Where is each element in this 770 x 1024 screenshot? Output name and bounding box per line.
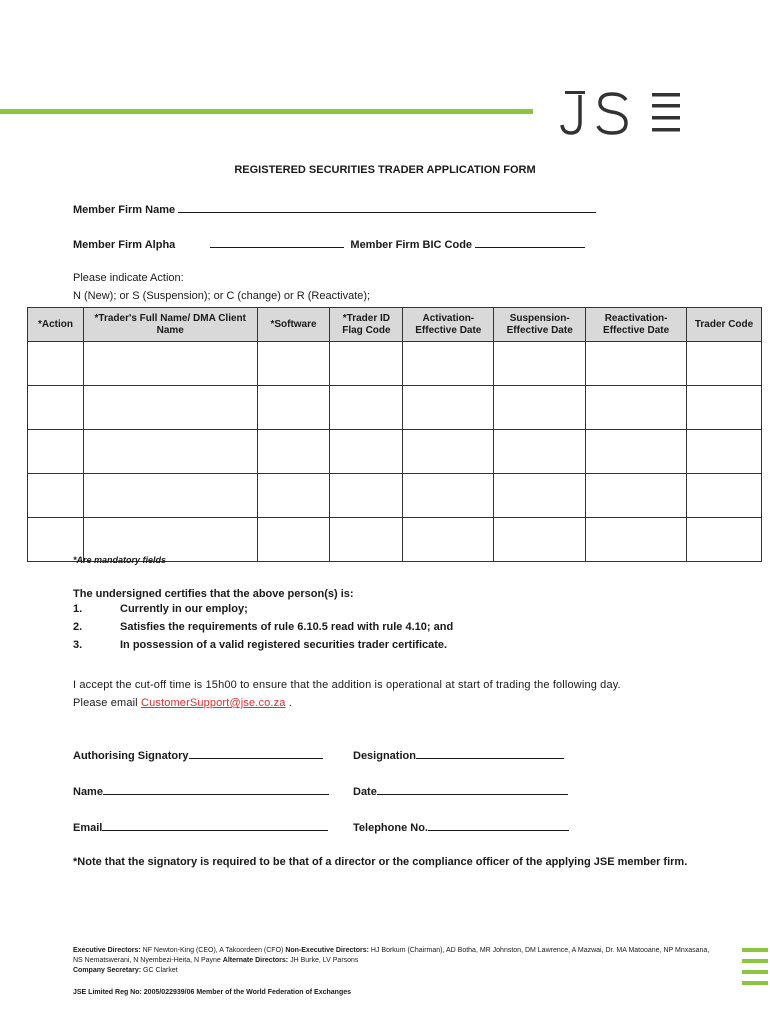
action-instruction: Please indicate Action: [73,272,184,284]
email-row [73,820,328,834]
table-cell[interactable] [83,342,257,386]
telephone-label: Telephone No. [353,822,428,834]
member-firm-alpha-row [73,237,585,251]
table-cell[interactable] [494,430,586,474]
form-title: REGISTERED SECURITIES TRADER APPLICATION FORM [234,164,536,176]
footer-directors: Executive Directors: NF Newton-King (CEO), A Takoordeen (CFO) Non-Executive Directors: HJ Borkum (Chairman), AD Botha, MR Johnston, DM Lawrence, A Mazwai, Dr. MA Matooane, NP Mnxasana, NS Nematswerani, N Nyembezi-Heita, N Payne Alternate Directors: JH Burke, LV Parsons [73,947,710,964]
designation-label: Designation [353,750,416,762]
table-cell[interactable] [403,474,494,518]
acceptance-text: I accept the cut-off time is 15h00 to ensure that the addition is operational at start of trading the following day. [73,679,621,691]
mandatory-note: *Are mandatory fields [73,555,167,565]
footer-secretary: Company Secretary: GC Clarket [73,967,178,974]
table-cell[interactable] [494,386,586,430]
footer [73,946,713,998]
table-cell[interactable] [257,430,330,474]
telephone-row [353,820,569,834]
member-firm-name-row [73,202,596,216]
table-cell[interactable] [28,474,84,518]
header-activation-date: Activation-Effective Date [403,308,494,342]
certification-list [73,603,453,657]
designation-row [353,748,564,762]
list-item: 1. Currently in our employ; [73,603,248,615]
email-field[interactable] [102,820,328,831]
signatory-note: *Note that the signatory is required to be that of a director or the compliance officer of the applying JSE member firm. [73,856,688,868]
list-item: 3. In possession of a valid registered securities trader certificate. [73,639,448,651]
table-cell[interactable] [83,386,257,430]
signatory-row [73,748,323,762]
certification-intro: The undersigned certifies that the above person(s) is: [73,588,354,600]
action-codes: N (New); or S (Suspension); or C (change) or R (Reactivate); [73,290,371,302]
list-item: 2. Satisfies the requirements of rule 6.10.5 read with rule 4.10; and [73,621,454,633]
name-row [73,784,329,798]
table-row [28,430,762,474]
table-cell[interactable] [494,518,586,562]
header-software: *Software [257,308,330,342]
table-cell[interactable] [257,518,330,562]
date-field[interactable] [377,784,568,795]
authorising-signatory-field[interactable] [189,748,323,759]
table-cell[interactable] [586,386,687,430]
table-cell[interactable] [687,474,762,518]
table-cell[interactable] [330,430,403,474]
header-trader-code: Trader Code [687,308,762,342]
table-cell[interactable] [257,342,330,386]
date-row [353,784,568,798]
member-firm-bic-field[interactable] [475,237,585,248]
table-cell[interactable] [257,474,330,518]
table-cell[interactable] [687,342,762,386]
header-accent-bar [0,109,533,114]
table-cell[interactable] [330,474,403,518]
table-cell[interactable] [330,386,403,430]
header-reactivation-date: Reactivation-Effective Date [586,308,687,342]
table-cell[interactable] [403,518,494,562]
table-cell[interactable] [403,430,494,474]
table-cell[interactable] [586,430,687,474]
authorising-signatory-label: Authorising Signatory [73,750,189,762]
table-cell[interactable] [494,474,586,518]
table-cell[interactable] [83,474,257,518]
acceptance-paragraph [73,676,713,712]
member-firm-alpha-label: Member Firm Alpha [73,239,176,251]
footer-registration: JSE Limited Reg No: 2005/022939/06 Member of the World Federation of Exchanges [73,989,352,996]
table-cell[interactable] [586,474,687,518]
table-header-row [28,308,762,342]
name-field[interactable] [103,784,329,795]
table-cell[interactable] [28,386,84,430]
member-firm-alpha-field[interactable] [210,237,344,248]
table-cell[interactable] [257,386,330,430]
header-trader-name: *Trader's Full Name/ DMA Client Name [83,308,257,342]
table-cell[interactable] [687,518,762,562]
table-cell[interactable] [586,518,687,562]
footer-accent-bars [742,948,768,992]
name-label: Name [73,786,103,798]
email-label: Email [73,822,103,834]
table-cell[interactable] [28,342,84,386]
support-email-link[interactable]: CustomerSupport@jse.co.za [141,697,286,709]
table-cell[interactable] [330,342,403,386]
table-cell[interactable] [586,342,687,386]
member-firm-name-label: Member Firm Name [73,204,176,216]
telephone-field[interactable] [428,820,569,831]
table-cell[interactable] [403,342,494,386]
table-cell[interactable] [403,386,494,430]
table-cell[interactable] [83,430,257,474]
designation-field[interactable] [416,748,564,759]
table-row [28,342,762,386]
email-line: Please email CustomerSupport@jse.co.za . [73,697,292,709]
member-firm-name-field[interactable] [178,202,596,213]
table-cell[interactable] [330,518,403,562]
header-action: *Action [28,308,84,342]
member-firm-bic-label: Member Firm BIC Code [350,239,473,251]
table-cell[interactable] [687,386,762,430]
header-trader-id-flag: *Trader ID Flag Code [330,308,403,342]
table-row [28,474,762,518]
table-cell[interactable] [687,430,762,474]
trader-table [27,307,762,562]
date-label: Date [353,786,377,798]
table-cell[interactable] [494,342,586,386]
jse-logo [560,90,685,136]
table-cell[interactable] [28,430,84,474]
header-suspension-date: Suspension-Effective Date [494,308,586,342]
table-row [28,386,762,430]
